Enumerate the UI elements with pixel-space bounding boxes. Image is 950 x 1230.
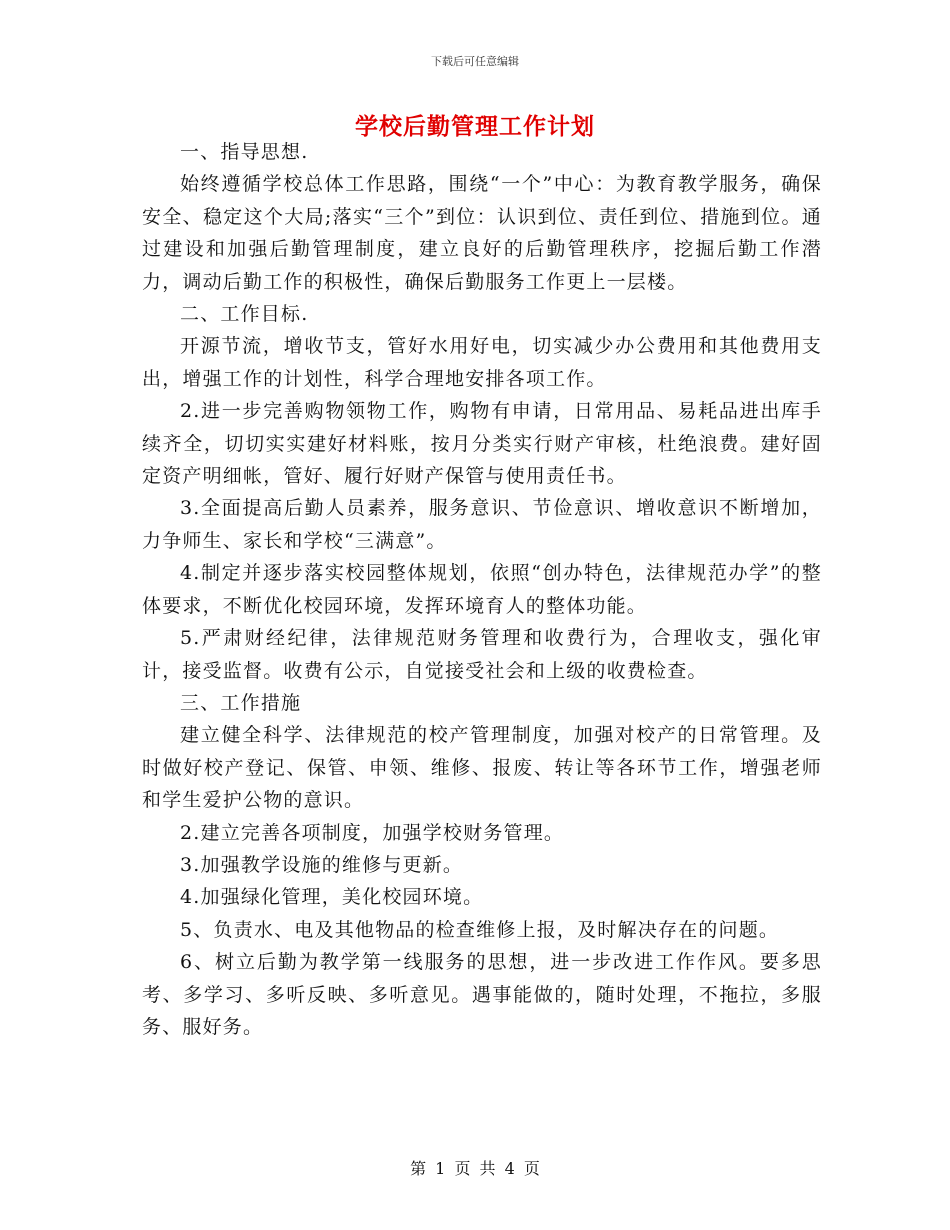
paragraph-goal-4: 4.制定并逐步落实校园整体规划，依照“创办特色，法律规范办学”的整体要求，不断优化校园环境，发挥环境育人的整体功能。 [142,562,822,617]
paragraph-measure-3: 3.加强教学设施的维修与更新。 [180,853,464,876]
page-number: 第 1 页 共 4 页 [410,1159,540,1178]
paragraph-goal-1: 开源节流，增收节支，管好水用好电，切实减少办公费用和其他费用支出，增强工作的计划性，科学合理地安排各项工作。 [142,335,822,390]
section-heading-work-goals: 二、工作目标. [180,303,309,326]
paragraph-goal-3: 3.全面提高后勤人员素养，服务意识、节俭意识、增收意识不断增加，力争师生、家长和学校“三满意”。 [142,497,822,552]
header-note: 下载后可任意编辑 [431,55,519,68]
paragraph-measure-2: 2.建立完善各项制度，加强学校财务管理。 [180,821,565,844]
paragraph-measure-4: 4.加强绿化管理，美化校园环境。 [180,886,484,909]
section-heading-guiding-ideology: 一、指导思想. [180,141,309,163]
paragraph-guiding-ideology: 始终遵循学校总体工作思路，围绕“一个”中心：为教育教学服务，确保安全、稳定这个大局;落实“三个”到位：认识到位、责任到位、措施到位。通过建设和加强后勤管理制度，建立良好的后勤管理秩序，挖掘后勤工作潜力，调动后勤工作的积极性，确保后勤服务工作更上一层楼。 [142,173,822,293]
paragraph-measure-1: 建立健全科学、法律规范的校产管理制度，加强对校产的日常管理。及时做好校产登记、保管、申领、维修、报废、转让等各环节工作，增强老师和学生爱护公物的意识。 [142,724,822,812]
paragraph-goal-2: 2.进一步完善购物领物工作，购物有申请，日常用品、易耗品进出库手续齐全，切切实实建好材料账，按月分类实行财产审核，杜绝浪费。建好固定资产明细帐，管好、履行好财产保管与使用责任书。 [142,400,822,488]
paragraph-goal-5: 5.严肃财经纪律，法律规范财务管理和收费行为，合理收支，强化审计，接受监督。收费有公示，自觉接受社会和上级的收费检查。 [142,627,822,682]
paragraph-measure-5: 5、负责水、电及其他物品的检查维修上报，及时解决存在的问题。 [180,918,780,941]
document-title: 学校后勤管理工作计划 [355,113,595,140]
section-heading-work-measures: 三、工作措施 [180,691,302,714]
document-body [142,136,822,1043]
paragraph-measure-6: 6、树立后勤为教学第一线服务的思想，进一步改进工作作风。要多思考、多学习、多听反映、多听意见。遇事能做的，随时处理，不拖拉，多服务、服好务。 [142,951,822,1038]
